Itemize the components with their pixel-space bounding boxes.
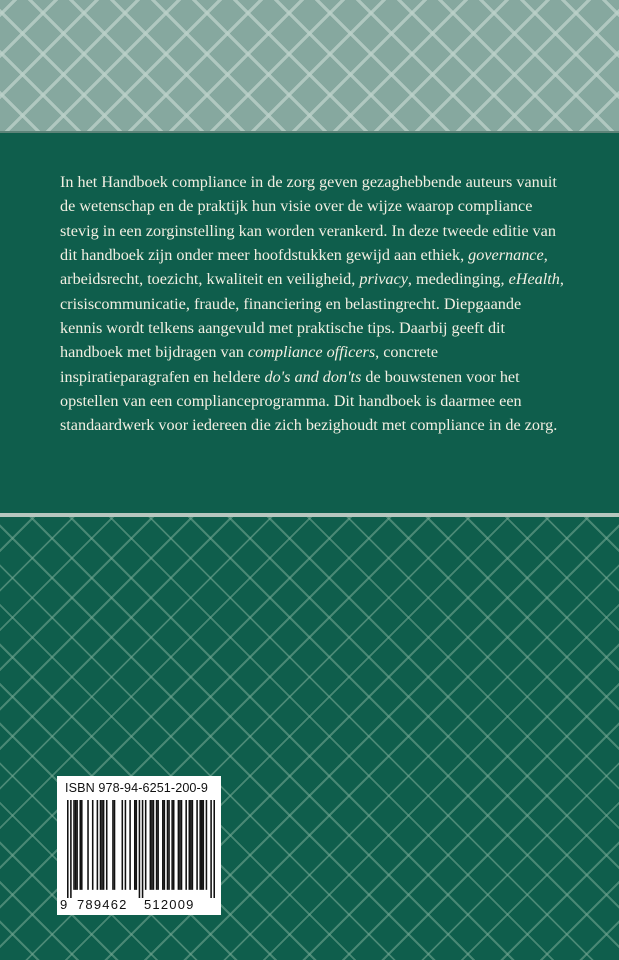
barcode-bar — [153, 800, 155, 890]
barcode-bar — [151, 800, 153, 890]
barcode-bar — [112, 800, 114, 890]
barcode-bar — [67, 800, 69, 898]
blurb-text: , mededinging, — [407, 270, 509, 289]
blurb-text: , concrete inspiratieparagrafen en heldere — [60, 343, 439, 386]
barcode-bar — [199, 800, 201, 890]
barcode-bar — [136, 800, 138, 890]
blurb-text: de bouwstenen voor het opstellen van een complianceprogramma. Dit handboek is daarmee een standaardwerk voor iedereen die zich bezighoudt met compliance in de zorg. — [60, 367, 558, 435]
blurb-italic-term: do's and don'ts — [264, 367, 362, 386]
barcode-digits-left: 789462 — [77, 897, 128, 912]
barcode-bar — [122, 800, 124, 890]
barcode-bar — [76, 800, 78, 890]
barcode-bar — [106, 800, 108, 890]
barcode-bar — [87, 800, 89, 890]
barcode-bar — [75, 800, 77, 890]
barcode-bar — [97, 800, 99, 890]
barcode-bar — [192, 800, 194, 890]
barcode-bar — [189, 800, 191, 890]
blurb-italic-term: eHealth — [508, 270, 560, 289]
barcode-bar — [156, 800, 158, 890]
barcode-bar — [179, 800, 181, 890]
blurb-text: In het Handboek compliance in de zorg geven gezaghebbende auteurs vanuit de wetenschap en de praktijk hun visie over de wijze waarop compliance stevig in een zorginstelling kan worden verankerd. In deze tweede editie van dit handboek zijn onder meer hoofdstukken gewijd aan ethiek, — [60, 173, 557, 265]
barcode-digits-right: 512009 — [144, 897, 195, 912]
barcode-bar — [162, 800, 164, 890]
barcode-bar — [181, 800, 183, 890]
barcode-bar — [81, 800, 83, 890]
barcode-bar — [79, 800, 81, 890]
barcode-bar — [70, 800, 72, 898]
barcode-bar — [164, 800, 166, 890]
blurb-italic-term: governance — [468, 246, 544, 265]
barcode-bar — [114, 800, 116, 890]
blurb-italic-term: privacy — [359, 270, 408, 289]
barcode-bar — [134, 800, 136, 890]
barcode-bar — [210, 800, 212, 898]
barcode-bar — [171, 800, 173, 890]
top-lattice-band — [0, 0, 619, 132]
barcode-bar — [168, 800, 170, 890]
barcode-bar — [201, 800, 203, 890]
barcode-bar — [73, 800, 75, 890]
blurb-text: , crisiscommunicatie, fraude, financiering en belastingrecht. Diepgaande kennis wordt telkens aangevuld met praktische tips. Daarbij geeft dit handboek met bijdragen van — [60, 270, 564, 362]
barcode-bar — [173, 800, 175, 890]
blurb-text: , arbeidsrecht, toezicht, kwaliteit en veiligheid, — [60, 246, 548, 289]
barcode-bar — [203, 800, 205, 890]
barcode-bar — [142, 800, 144, 898]
barcode-bar — [167, 800, 169, 890]
barcode-bar — [196, 800, 198, 890]
barcode-bar — [157, 800, 159, 890]
barcode-bar — [145, 800, 147, 890]
barcode-bar — [213, 800, 215, 898]
barcode-bar — [103, 800, 105, 890]
barcode-bar — [178, 800, 180, 890]
barcode-bar — [92, 800, 94, 890]
barcode-bar — [190, 800, 192, 890]
barcode-bar — [101, 800, 103, 890]
barcode-bar — [100, 800, 102, 890]
barcode-bar — [185, 800, 187, 890]
back-cover-blurb — [60, 170, 565, 438]
barcode-digit-lead: 9 — [60, 897, 68, 912]
barcode-bar — [150, 800, 152, 890]
barcode-label — [57, 776, 221, 915]
barcode-bar — [139, 800, 141, 898]
barcode-bar — [206, 800, 208, 890]
barcode-bars — [67, 800, 215, 898]
barcode-bar — [129, 800, 131, 890]
barcode-bar — [125, 800, 127, 890]
blurb-italic-term: compliance officers — [247, 343, 376, 362]
isbn-text: ISBN 978-94-6251-200-9 — [65, 781, 208, 795]
